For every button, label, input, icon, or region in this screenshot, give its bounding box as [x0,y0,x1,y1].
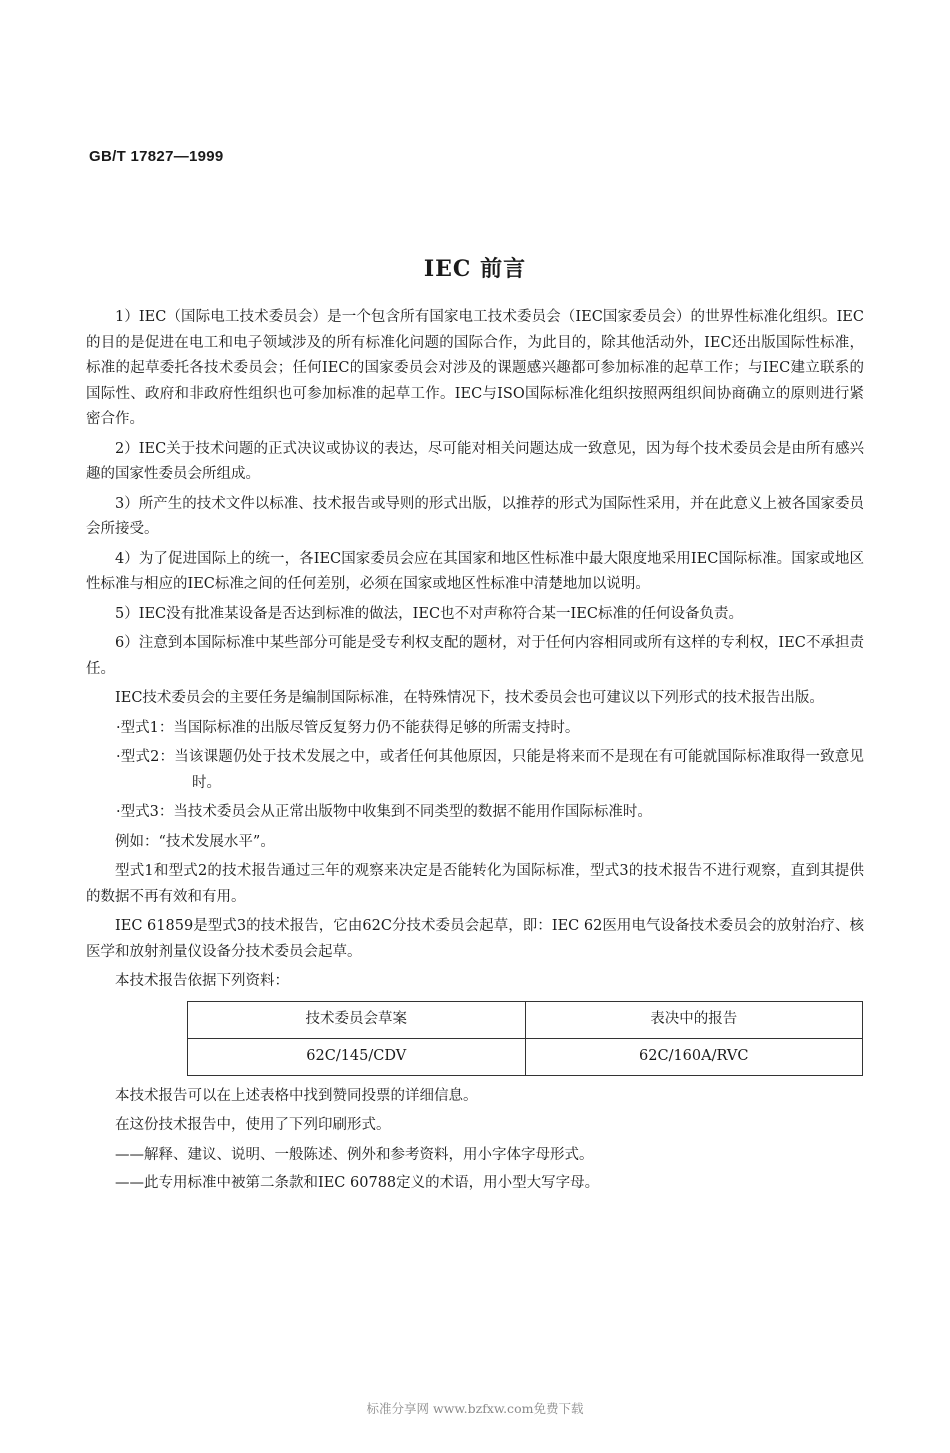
paragraph-typography: 在这份技术报告中，使用了下列印刷形式。 [115,1117,391,1133]
bullet-type-1: ·型式1：当国际标准的出版尽管反复努力仍不能获得足够的所需支持时。 [116,719,580,736]
paragraph-3: 3）所产生的技术文件以标准、技术报告或导则的形式出版，以推荐的形式为国际性采用，并在此意义上被各国家委员会所接受。 [86,495,864,537]
table-header-cell: 表决中的报告 [525,1001,863,1038]
page-title: IEC 前言 [423,256,527,282]
paragraph-6: 6）注意到本国际标准中某些部分可能是受专利权支配的题材，对于任何内容相同或所有这样的专利权，IEC不承担责任。 [86,635,864,677]
paragraph-voting-info: 本技术报告可以在上述表格中找到赞同投票的详细信息。 [115,1087,478,1104]
paragraph-4: 4）为了促进国际上的统一，各IEC国家委员会应在其国家和地区性标准中最大限度地采用IEC国际标准。国家或地区性标准与相应的IEC标准之间的任何差别，必须在国家或地区性标准中清楚地加以说明。 [86,550,864,592]
dash-item-small-type: ——解释、建议、说明、一般陈述、例外和参考资料，用小字体字母形式。 [115,1146,594,1163]
paragraph-based-on: 本技术报告依据下列资料： [115,973,289,989]
table-header-cell: 技术委员会草案 [188,1001,526,1038]
paragraph-iec61859: IEC 61859是型式3的技术报告，它由62C分技术委员会起草，即：IEC 62医用电气设备技术委员会的放射治疗、核医学和放射剂量仪设备分技术委员会起草。 [86,918,864,960]
paragraph-5: 5）IEC没有批准某设备是否达到标准的做法，IEC也不对声称符合某一IEC标准的任何设备负责。 [115,605,743,622]
paragraph-observation: 型式1和型式2的技术报告通过三年的观察来决定是否能转化为国际标准，型式3的技术报告不进行观察，直到其提供的数据不再有效和有用。 [86,863,864,905]
resources-table [187,1001,863,1076]
example-line: 例如：“技术发展水平”。 [115,833,275,850]
document-code: GB/T 17827—1999 [89,148,224,165]
table-cell: 62C/160A/RVC [525,1038,863,1075]
table-header-row [188,1001,863,1038]
bullet-type-3: ·型式3：当技术委员会从正常出版物中收集到不同类型的数据不能用作国际标准时。 [116,804,652,820]
paragraph-tasks: IEC技术委员会的主要任务是编制国际标准，在特殊情况下，技术委员会也可建议以下列形式的技术报告出版。 [115,690,824,706]
table-row [188,1038,863,1075]
paragraph-2: 2）IEC关于技术问题的正式决议或协议的表达，尽可能对相关问题达成一致意见，因为每个技术委员会是由所有感兴趣的国家性委员会所组成。 [86,440,864,482]
dash-item-small-caps: ——此专用标准中被第二条款和IEC 60788定义的术语，用小型大写字母。 [115,1175,600,1191]
table-cell: 62C/145/CDV [188,1038,526,1075]
footer-watermark: 标准分享网 www.bzfxw.com免费下载 [366,1401,584,1416]
paragraph-1: 1）IEC（国际电工技术委员会）是一个包含所有国家电工技术委员会（IEC国家委员会）的世界性标准化组织。IEC的目的是促进在电工和电子领域涉及的所有标准化问题的国际合作，为此目的，除其他活动外，IEC还出版国际性标准，标准的起草委托各技术委员会；任何IEC的国家委员会对涉及的课题感兴趣都可参加标准的起草工作；与IEC建立联系的国际性、政府和非政府性组织也可参加标准的起草工作。IEC与ISO国际标准化组织按照两组织间协商确立的原则进行紧密合作。 [86,309,864,427]
document-body [86,305,864,1200]
bullet-type-2: ·型式2：当该课题仍处于技术发展之中，或者任何其他原因，只能是将来而不是现在有可能就国际标准取得一致意见时。 [116,749,864,791]
